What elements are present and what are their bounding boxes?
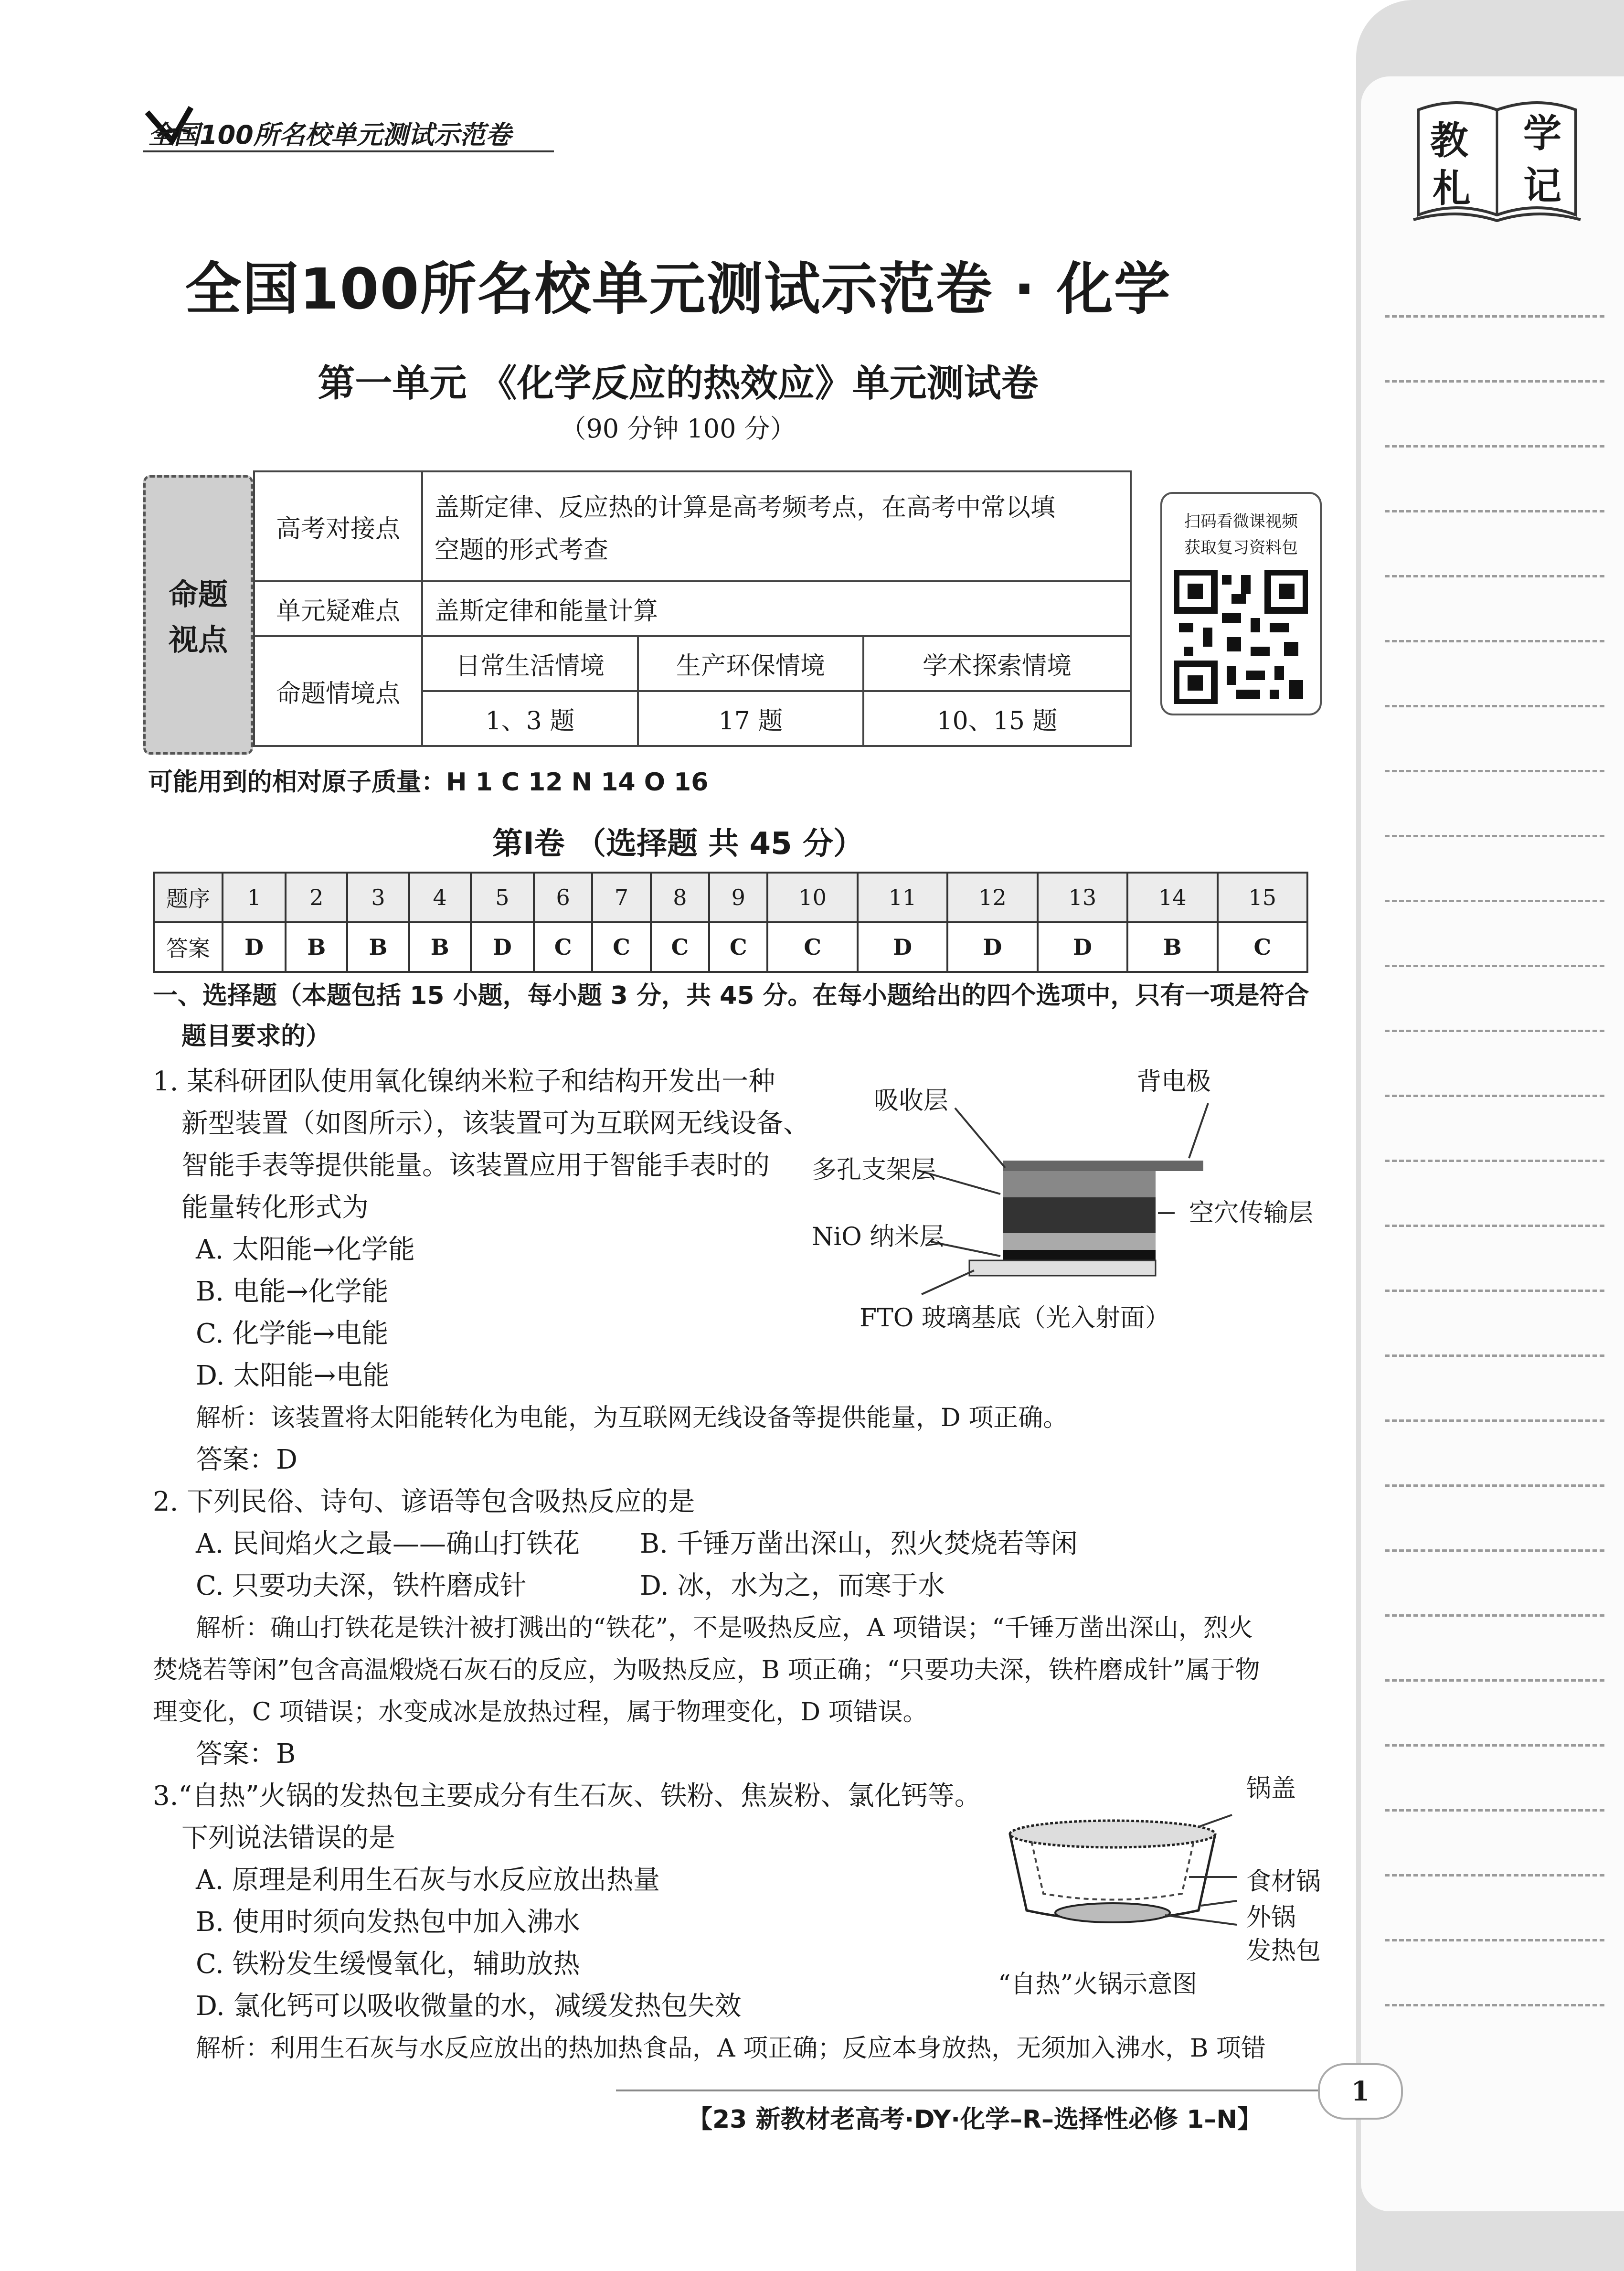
note-line bbox=[1385, 510, 1604, 512]
brand-header: 全国100所名校单元测试示范卷 bbox=[148, 120, 511, 150]
q3-figure-caption: “自热”火锅示意图 bbox=[998, 1970, 1198, 1999]
q3-stem-line2: 下列说法错误的是 bbox=[181, 1823, 395, 1854]
q3-label-food-pot: 食材锅 bbox=[1246, 1867, 1321, 1896]
answer-row-label-number: 题序 bbox=[154, 873, 223, 922]
answer-number-cell: 3 bbox=[347, 873, 409, 922]
page-title: 全国100所名校单元测试示范卷 · 化学 bbox=[185, 256, 1171, 322]
note-line bbox=[1385, 1744, 1604, 1747]
q3-label-outer-pot: 外锅 bbox=[1246, 1903, 1296, 1932]
answer-number-cell: 15 bbox=[1218, 873, 1308, 922]
note-line bbox=[1385, 1160, 1604, 1162]
answer-value-cell: C bbox=[709, 922, 767, 972]
answer-number-cell: 2 bbox=[286, 873, 347, 922]
q3-option-d: D. 氯化钙可以吸收微量的水，减缓发热包失效 bbox=[196, 1991, 742, 2022]
situation-production: 生产环保情境 bbox=[638, 636, 863, 691]
answer-number-cell: 10 bbox=[767, 873, 857, 922]
q3-option-a: A. 原理是利用生石灰与水反应放出热量 bbox=[196, 1865, 660, 1896]
answer-number-cell: 13 bbox=[1038, 873, 1127, 922]
view-label-line1: 命题 bbox=[168, 577, 228, 612]
answer-value-cell: D bbox=[1038, 922, 1127, 972]
q1-label-fto: FTO 玻璃基底（光入射面） bbox=[860, 1304, 1170, 1333]
footer-code: 【23 新教材老高考·DY·化学–R–选择性必修 1–N】 bbox=[688, 2105, 1262, 2134]
q3-analysis: 解析：利用生石灰与水反应放出的热加热食品，A 项正确；反应本身放热，无须加入沸水，B 项错 bbox=[196, 2034, 1266, 2063]
answer-number-cell: 7 bbox=[592, 873, 650, 922]
answer-number-cell: 1 bbox=[223, 873, 286, 922]
note-line bbox=[1385, 1419, 1604, 1422]
atomic-mass-line bbox=[148, 762, 708, 798]
note-line bbox=[1385, 835, 1604, 837]
answer-value-cell: B bbox=[1127, 922, 1217, 972]
q2-option-a: A. 民间焰火之最——确山打铁花 bbox=[196, 1528, 580, 1559]
note-line bbox=[1385, 575, 1604, 577]
note-line bbox=[1385, 1874, 1604, 1877]
q2-answer: 答案：B bbox=[196, 1738, 296, 1770]
answer-value-cell: D bbox=[223, 922, 286, 972]
unit-subtitle: 第一单元 《化学反应的热效应》单元测试卷 bbox=[318, 362, 1039, 405]
answer-value-cell: C bbox=[592, 922, 650, 972]
q2-option-b: B. 千锤万凿出深山，烈火焚烧若等闲 bbox=[640, 1528, 1078, 1559]
q3-option-b: B. 使用时须向发热包中加入沸水 bbox=[196, 1907, 580, 1938]
q1-option-c: C. 化学能→电能 bbox=[196, 1318, 389, 1349]
row-value-exam bbox=[422, 471, 1131, 581]
note-line bbox=[1385, 900, 1604, 902]
note-line bbox=[1385, 1030, 1604, 1032]
q1-option-b: B. 电能→化学能 bbox=[196, 1276, 389, 1307]
note-line bbox=[1385, 1225, 1604, 1227]
notes-title-char-2: 学 bbox=[1523, 111, 1561, 156]
q1-label-back-electrode: 背电极 bbox=[1136, 1067, 1211, 1096]
answer-value-cell: B bbox=[409, 922, 471, 972]
note-line bbox=[1385, 705, 1604, 707]
note-line bbox=[1385, 1549, 1604, 1552]
q3-hotpot-diagram bbox=[998, 1805, 1246, 1963]
note-line bbox=[1385, 1614, 1604, 1617]
q1-label-nio: NiO 纳米层 bbox=[812, 1223, 945, 1251]
row-label-situation: 命题情境点 bbox=[254, 636, 422, 746]
q3-stem-line1: 3.“自热”火锅的发热包主要成分有生石灰、铁粉、焦炭粉、氯化钙等。 bbox=[153, 1781, 981, 1812]
note-line bbox=[1385, 1679, 1604, 1682]
q2-analysis-line2: 焚烧若等闲”包含高温煅烧石灰石的反应，为吸热反应，B 项正确；“只要功夫深，铁杵磨成针”属于物 bbox=[153, 1656, 1260, 1685]
answer-number-cell: 6 bbox=[534, 873, 592, 922]
answer-number-cell: 12 bbox=[947, 873, 1037, 922]
note-line bbox=[1385, 380, 1604, 383]
q2-stem: 2. 下列民俗、诗句、谚语等包含吸热反应的是 bbox=[153, 1486, 695, 1517]
answer-value-cell: C bbox=[767, 922, 857, 972]
row-label-exam: 高考对接点 bbox=[254, 471, 422, 581]
q2-analysis-line3: 理变化，C 项错误；水变成冰是放热过程，属于物理变化，D 项错误。 bbox=[153, 1698, 928, 1727]
row-label-difficulty: 单元疑难点 bbox=[254, 581, 422, 636]
note-line bbox=[1385, 770, 1604, 772]
q3-label-lid: 锅盖 bbox=[1246, 1774, 1296, 1803]
q1-analysis: 解析：该装置将太阳能转化为电能，为互联网无线设备等提供能量，D 项正确。 bbox=[196, 1404, 1068, 1432]
exam-value-line2: 空题的形式考查 bbox=[435, 536, 609, 565]
answer-value-cell: C bbox=[1218, 922, 1308, 972]
answer-value-cell: D bbox=[858, 922, 947, 972]
answer-value-cell: B bbox=[286, 922, 347, 972]
volume-title: 第Ⅰ卷 （选择题 共 45 分） bbox=[492, 826, 864, 862]
view-table bbox=[253, 470, 1132, 747]
q2-option-d: D. 冰，水为之，而寒于水 bbox=[640, 1570, 945, 1601]
note-line bbox=[1385, 315, 1604, 318]
exam-value-line1: 盖斯定律、反应热的计算是高考频考点，在高考中常以填 bbox=[435, 493, 1056, 522]
q3-label-heat-pack: 发热包 bbox=[1246, 1937, 1321, 1965]
answer-number-cell: 9 bbox=[709, 873, 767, 922]
q3-option-c: C. 铁粉发生缓慢氧化，辅助放热 bbox=[196, 1949, 580, 1980]
qr-line2: 获取复习资料包 bbox=[1184, 538, 1298, 557]
note-line bbox=[1385, 1484, 1604, 1487]
note-line bbox=[1385, 640, 1604, 642]
situation-production-items: 17 题 bbox=[638, 691, 863, 746]
note-line bbox=[1385, 1354, 1604, 1357]
situation-academic-items: 10、15 题 bbox=[863, 691, 1131, 746]
view-label-box bbox=[143, 475, 253, 755]
section-heading-line2: 题目要求的） bbox=[181, 1022, 331, 1051]
answer-number-cell: 8 bbox=[651, 873, 709, 922]
footer-rule bbox=[616, 2090, 1342, 2091]
answer-table bbox=[153, 872, 1308, 973]
note-line bbox=[1385, 445, 1604, 448]
q2-analysis-line1: 解析：确山打铁花是铁汁被打溅出的“铁花”，不是吸热反应，A 项错误；“千锤万凿出深山，烈火 bbox=[196, 1614, 1253, 1642]
q1-label-absorb: 吸收层 bbox=[874, 1087, 949, 1115]
q1-option-a: A. 太阳能→化学能 bbox=[196, 1234, 415, 1265]
q1-answer: 答案：D bbox=[196, 1444, 297, 1475]
answer-value-cell: D bbox=[471, 922, 534, 972]
note-line bbox=[1385, 1095, 1604, 1097]
test-duration: （90 分钟 100 分） bbox=[560, 414, 796, 444]
note-line bbox=[1385, 1290, 1604, 1292]
qr-line1: 扫码看微课视频 bbox=[1184, 512, 1298, 531]
situation-academic: 学术探索情境 bbox=[863, 636, 1131, 691]
notes-title-char-3: 札 bbox=[1433, 166, 1471, 211]
q1-stem-line1: 1. 某科研团队使用氧化镍纳米粒子和结构开发出一种 bbox=[153, 1066, 775, 1097]
notes-title-char-4: 记 bbox=[1523, 164, 1561, 208]
answer-value-cell: B bbox=[347, 922, 409, 972]
q2-option-c: C. 只要功夫深，铁杵磨成针 bbox=[196, 1570, 527, 1601]
situation-daily: 日常生活情境 bbox=[422, 636, 638, 691]
qr-code-icon[interactable] bbox=[1174, 570, 1308, 704]
view-label-line2: 视点 bbox=[168, 622, 228, 657]
atomic-mass-text: 可能用到的相对原子质量：H 1 C 12 N 14 O 16 bbox=[148, 768, 709, 797]
notes-title-char-1: 教 bbox=[1430, 118, 1468, 163]
answer-value-cell: C bbox=[534, 922, 592, 972]
note-line bbox=[1385, 2004, 1604, 2006]
section-heading-line1: 一、选择题（本题包括 15 小题，每小题 3 分，共 45 分。在每小题给出的四个选项中，只有一项是符合 bbox=[153, 981, 1309, 1010]
answer-number-cell: 11 bbox=[858, 873, 947, 922]
q1-label-hole: 空穴传输层 bbox=[1189, 1199, 1314, 1227]
qr-card[interactable] bbox=[1160, 492, 1322, 715]
note-line bbox=[1385, 1809, 1604, 1812]
answer-row-label-answer: 答案 bbox=[154, 922, 223, 972]
q1-stem-line2: 新型装置（如图所示），该装置可为互联网无线设备、 bbox=[181, 1108, 810, 1139]
situation-daily-items: 1、3 题 bbox=[422, 691, 638, 746]
q1-stem-line3: 智能手表等提供能量。该装置应用于智能手表时的 bbox=[181, 1150, 770, 1181]
answer-number-cell: 4 bbox=[409, 873, 471, 922]
answer-number-cell: 5 bbox=[471, 873, 534, 922]
page-number: 1 bbox=[1318, 2063, 1403, 2120]
answer-number-cell: 14 bbox=[1127, 873, 1217, 922]
note-line bbox=[1385, 965, 1604, 967]
q1-stem-line4: 能量转化形式为 bbox=[181, 1192, 369, 1223]
notes-panel bbox=[1361, 76, 1624, 2211]
row-value-difficulty: 盖斯定律和能量计算 bbox=[422, 581, 1131, 636]
note-line bbox=[1385, 1939, 1604, 1941]
answer-value-cell: C bbox=[651, 922, 709, 972]
q1-option-d: D. 太阳能→电能 bbox=[196, 1360, 390, 1391]
q1-label-porous: 多孔支架层 bbox=[812, 1156, 936, 1184]
header-rule bbox=[143, 150, 554, 152]
answer-value-cell: D bbox=[947, 922, 1037, 972]
